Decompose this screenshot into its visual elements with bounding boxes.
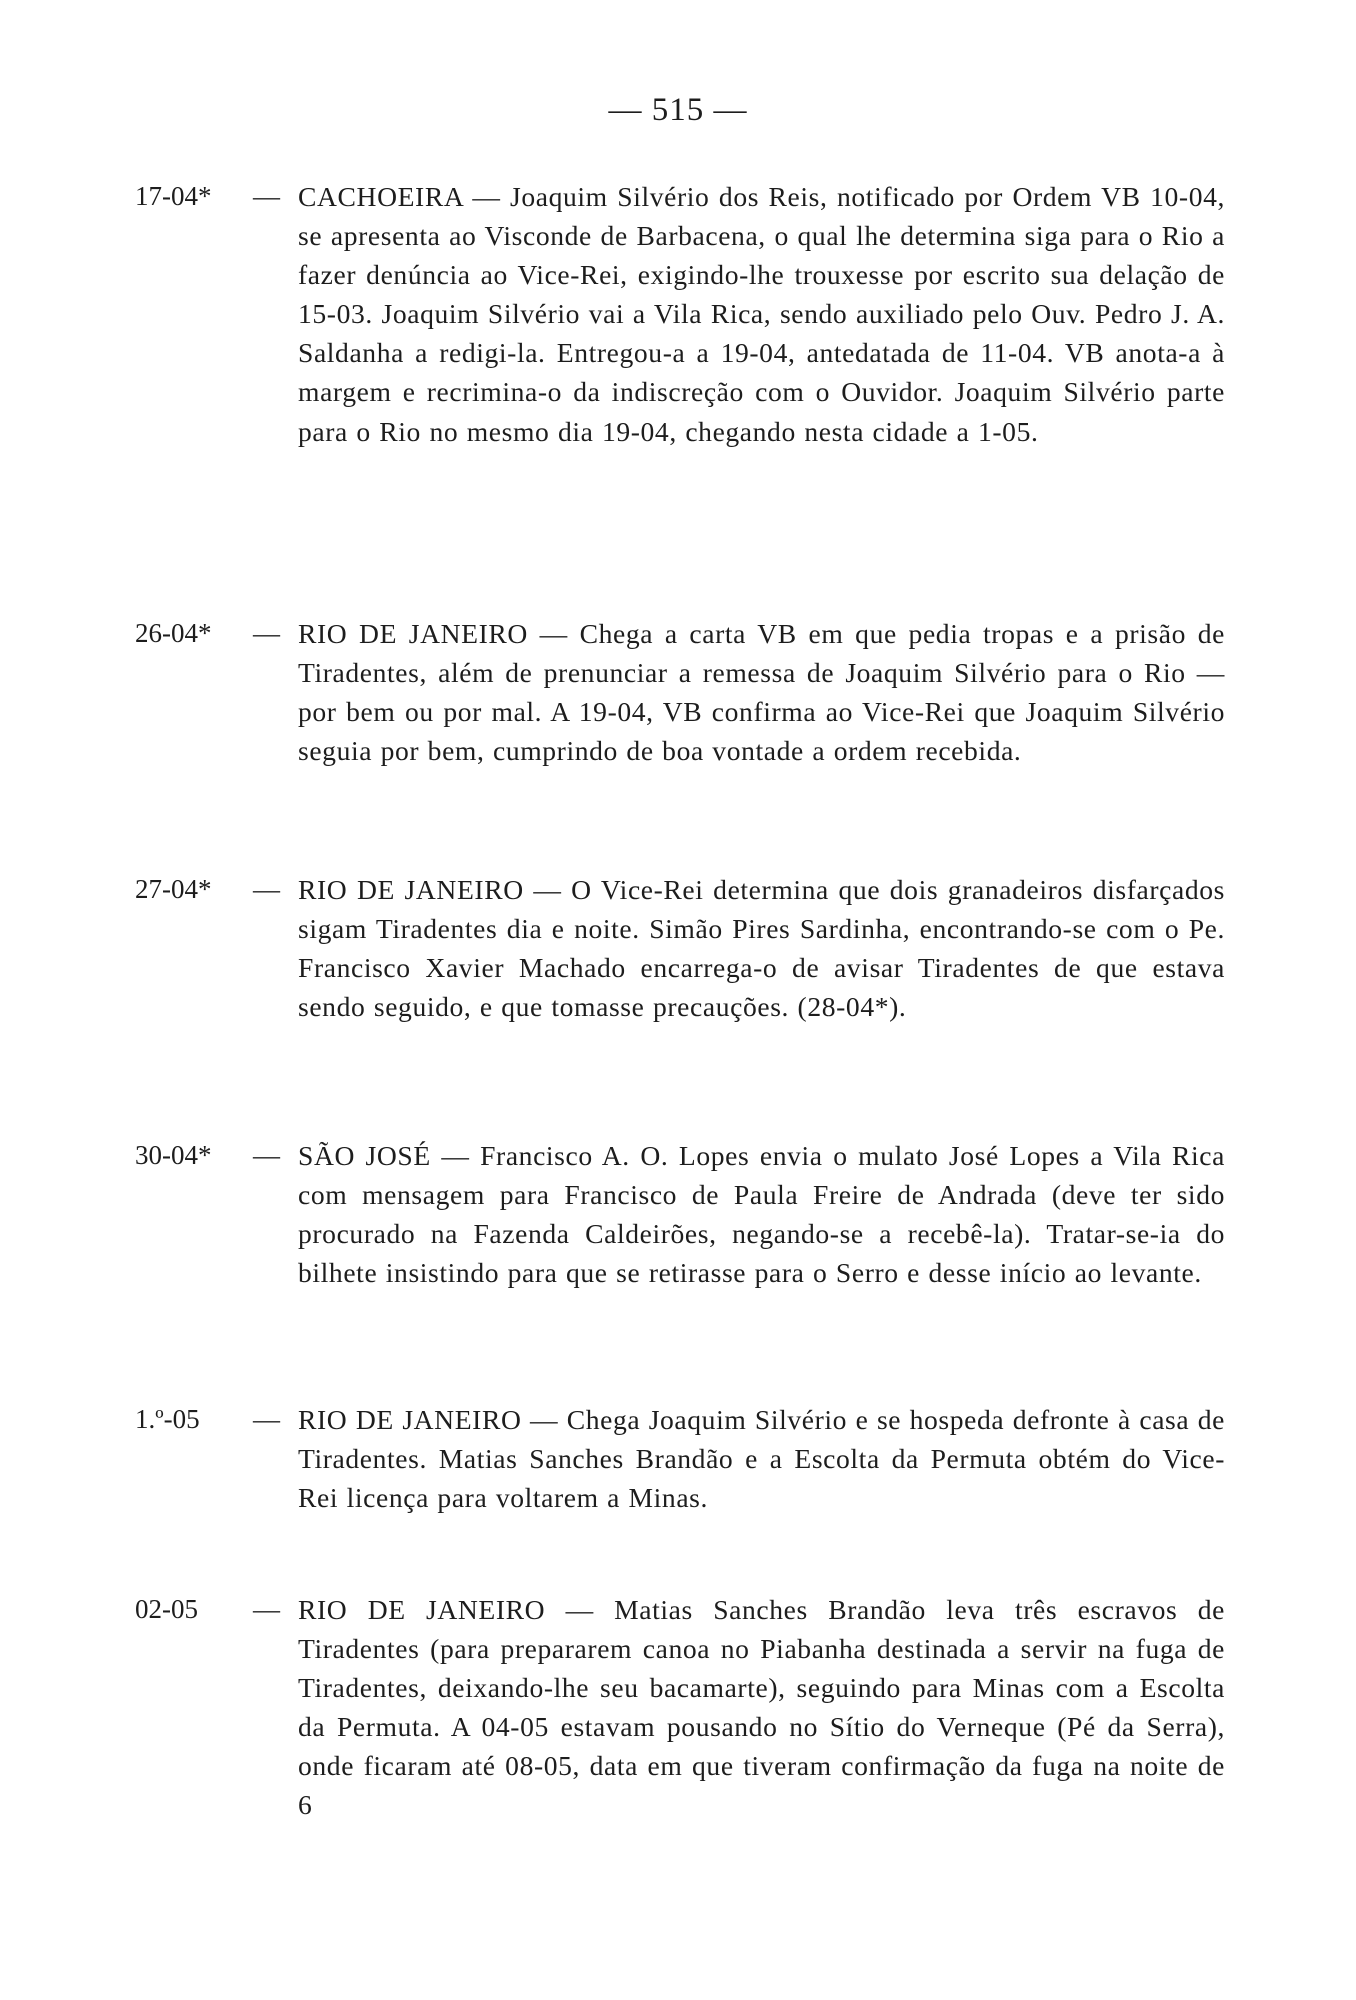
chronology-entry bbox=[135, 870, 1225, 1120]
entry-dash: — bbox=[253, 874, 280, 904]
chronology-entry bbox=[135, 614, 1225, 864]
entry-text: RIO DE JANEIRO — O Vice-Rei determina que dois granadeiros disfarçados sigam Tiradentes dia e noite. Simão Pires Sardinha, encontrando-se com o Pe. Francisco Xavier Machado encarrega-o de avisar Tiradentes de que estava sendo seguido, e que tomasse precauções. (28-04*). bbox=[298, 874, 1225, 1023]
page-number: — 515 — bbox=[608, 92, 748, 128]
entry-date: 26-04* bbox=[135, 618, 212, 648]
entry-text: CACHOEIRA — Joaquim Silvério dos Reis, notificado por Ordem VB 10-04, se apresenta ao Visconde de Barbacena, o qual lhe determina siga para o Rio a fazer denúncia ao Vice-Rei, exigindo-lhe trouxesse por escrito sua delação de 15-03. Joaquim Silvério vai a Vila Rica, sendo auxiliado pelo Ouv. Pedro J. A. Saldanha a redigi-la. Entregou-a a 19-04, antedatada de 11-04. VB anota-a à margem e recrimina-o da indiscreção com o Ouvidor. Joaquim Silvério parte para o Rio no mesmo dia 19-04, chegando nesta cidade a 1-05. bbox=[298, 181, 1225, 447]
entry-dash: — bbox=[253, 181, 280, 211]
entry-dash: — bbox=[253, 1594, 280, 1624]
entry-date: 17-04* bbox=[135, 181, 212, 211]
entry-dash: — bbox=[253, 1404, 280, 1434]
entry-dash: — bbox=[253, 1140, 280, 1170]
entry-text: RIO DE JANEIRO — Matias Sanches Brandão leva três escravos de Tiradentes (para prepararem canoa no Piabanha destinada a servir na fuga de Tiradentes, deixando-lhe seu bacamarte), seguindo para Minas com a Escolta da Permuta. A 04-05 estavam pousando no Sítio do Verneque (Pé da Serra), onde ficaram até 08-05, data em que tiveram confirmação da fuga na noite de 6 bbox=[298, 1594, 1225, 1821]
entry-text: RIO DE JANEIRO — Chega a carta VB em que pedia tropas e a prisão de Tiradentes, além de prenunciar a remessa de Joaquim Silvério para o Rio — por bem ou por mal. A 19-04, VB confirma ao Vice-Rei que Joaquim Silvério seguia por bem, cumprindo de boa vontade a ordem recebida. bbox=[298, 618, 1225, 767]
entry-date: 27-04* bbox=[135, 874, 212, 904]
chronology-entry bbox=[135, 1400, 1225, 1570]
entry-dash: — bbox=[253, 618, 280, 648]
chronology-entry bbox=[135, 1136, 1225, 1406]
chronology-entry bbox=[135, 177, 1225, 577]
entry-date: 30-04* bbox=[135, 1140, 212, 1170]
entry-date: 1.º-05 bbox=[135, 1404, 200, 1434]
chronology-entry bbox=[135, 1590, 1225, 1950]
entry-text: SÃO JOSÉ — Francisco A. O. Lopes envia o mulato José Lopes a Vila Rica com mensagem para Francisco de Paula Freire de Andrada (deve ter sido procurado na Fazenda Caldeirões, negando-se a recebê-la). Tratar-se-ia do bilhete insistindo para que se retirasse para o Serro e desse início ao levante. bbox=[298, 1140, 1225, 1289]
entry-text: RIO DE JANEIRO — Chega Joaquim Silvério e se hospeda defronte à casa de Tiradentes. Matias Sanches Brandão e a Escolta da Permuta obtém do Vice-Rei licença para voltarem a Minas. bbox=[298, 1404, 1225, 1514]
entry-date: 02-05 bbox=[135, 1594, 198, 1624]
